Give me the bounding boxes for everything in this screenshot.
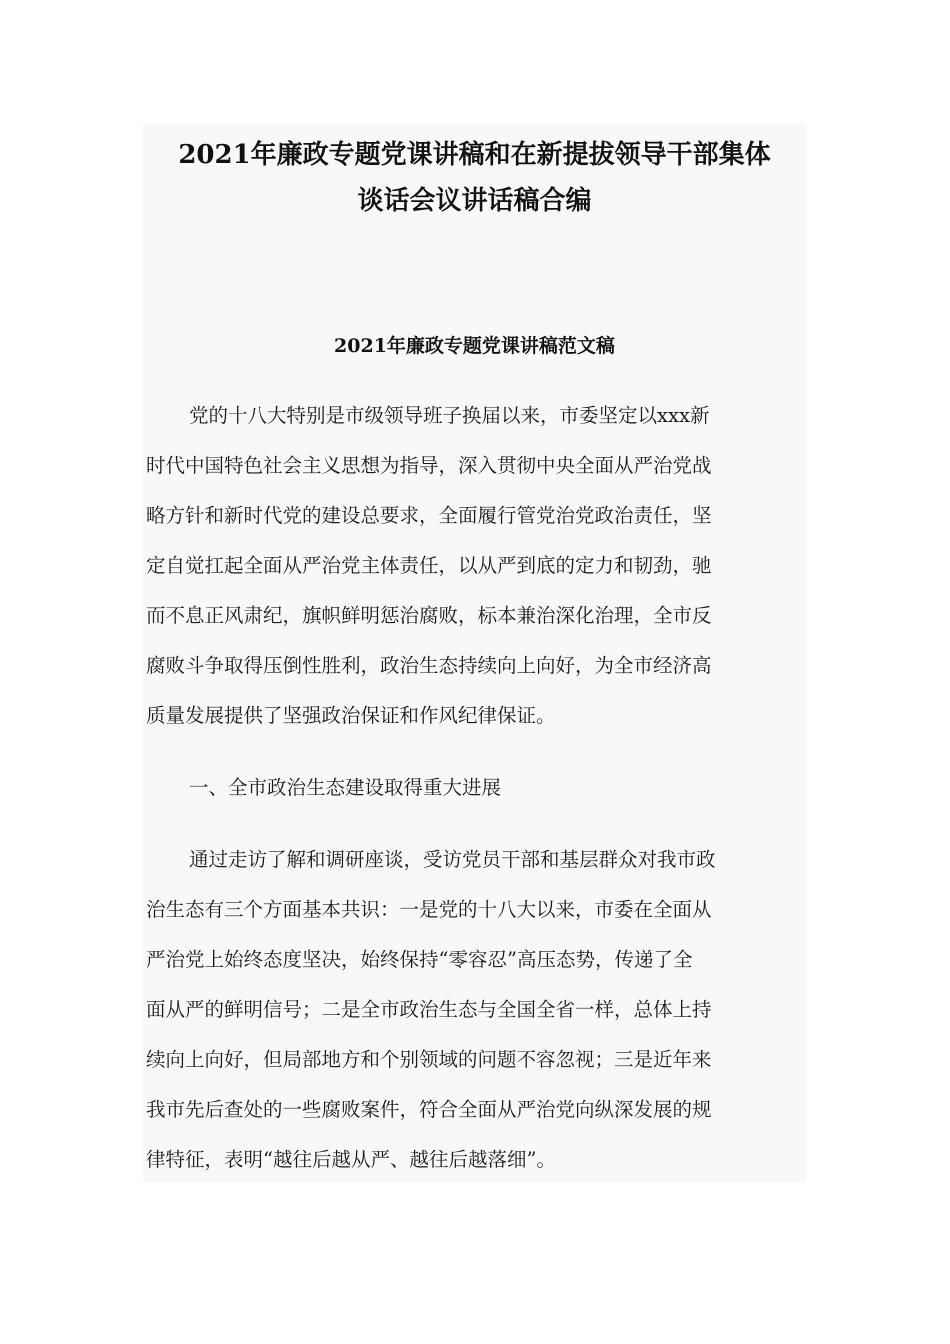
paragraph-2-line-6: 我市先后查处的一些腐败案件，符合全面从严治党向纵深发展的规 xyxy=(146,1098,712,1121)
document-title-line-1: 2021年廉政专题党课讲稿和在新提拔领导干部集体 xyxy=(178,140,771,170)
heading-1: 一、全市政治生态建设取得重大进展 xyxy=(189,776,502,799)
document-title-line-2: 谈话会议讲话稿合编 xyxy=(357,186,592,216)
paragraph-1-line-4: 定自觉扛起全面从严治党主体责任，以从严到底的定力和韧劲，驰 xyxy=(146,554,712,577)
paragraph-1-line-3: 略方针和新时代党的建设总要求，全面履行管党治党政治责任，坚 xyxy=(146,504,712,527)
paragraph-1-line-7: 质量发展提供了坚强政治保证和作风纪律保证。 xyxy=(146,704,556,727)
document-title xyxy=(143,132,806,224)
paragraph-2-line-3: 严治党上始终态度坚决，始终保持“零容忍”高压态势，传递了全 xyxy=(146,948,693,971)
paragraph-1-line-1: 党的十八大特别是市级领导班子换届以来，市委坚定以xxx新 xyxy=(189,404,710,427)
paragraph-2-line-2: 治生态有三个方面基本共识：一是党的十八大以来，市委在全面从 xyxy=(146,898,712,921)
paragraph-1-line-5: 而不息正风肃纪，旗帜鲜明惩治腐败，标本兼治深化治理，全市反 xyxy=(146,604,712,627)
paragraph-2-line-7: 律特征，表明“越往后越从严、越往后越落细”。 xyxy=(146,1148,556,1171)
paragraph-1-line-2: 时代中国特色社会主义思想为指导，深入贯彻中央全面从严治党战 xyxy=(146,454,712,477)
paragraph-2-line-4: 面从严的鲜明信号；二是全市政治生态与全国全省一样，总体上持 xyxy=(146,998,712,1021)
section-title: 2021年廉政专题党课讲稿范文稿 xyxy=(334,335,615,357)
paragraph-2-line-1: 通过走访了解和调研座谈，受访党员干部和基层群众对我市政 xyxy=(189,848,716,871)
paragraph-2-line-5: 续向上向好，但局部地方和个别领域的问题不容忽视；三是近年来 xyxy=(146,1048,712,1071)
paragraph-1-line-6: 腐败斗争取得压倒性胜利，政治生态持续向上向好，为全市经济高 xyxy=(146,654,712,677)
